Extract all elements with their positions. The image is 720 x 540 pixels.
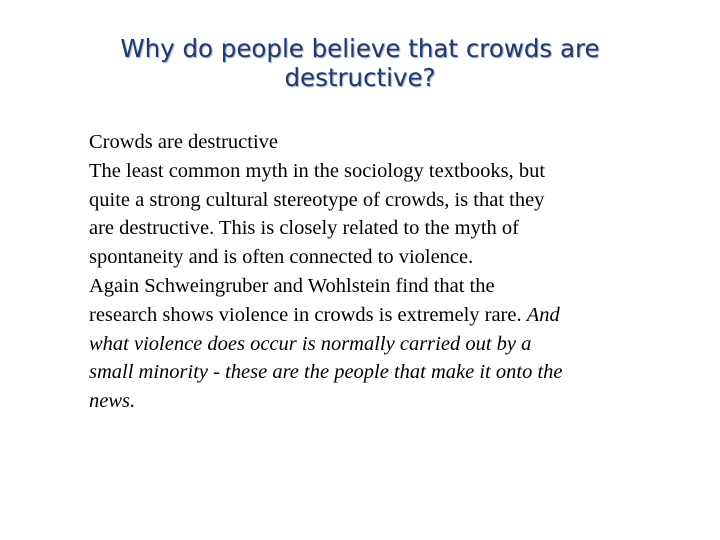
body-line: Again Schweingruber and Wohlstein find that the	[89, 274, 495, 297]
body-line-italic: news.	[89, 390, 136, 413]
body-line-mixed	[89, 301, 659, 330]
slide-body	[89, 128, 659, 416]
body-line: quite a strong cultural stereotype of crowds, is that they	[89, 188, 545, 211]
title-line-2: destructive?	[284, 63, 436, 92]
slide-title	[60, 34, 660, 92]
body-text-italic: And	[526, 303, 560, 326]
title-line-1: Why do people believe that crowds are	[120, 34, 600, 63]
body-line-italic: what violence does occur is normally carried out by a	[89, 332, 532, 355]
body-heading: Crowds are destructive	[89, 131, 278, 153]
body-line-italic: small minority - these are the people that make it onto the	[89, 361, 563, 384]
body-line: The least common myth in the sociology textbooks, but	[89, 159, 546, 182]
body-line: spontaneity and is often connected to violence.	[89, 246, 474, 269]
body-text-normal: research shows violence in crowds is extremely rare.	[89, 303, 522, 326]
body-line: are destructive. This is closely related to the myth of	[89, 217, 519, 240]
